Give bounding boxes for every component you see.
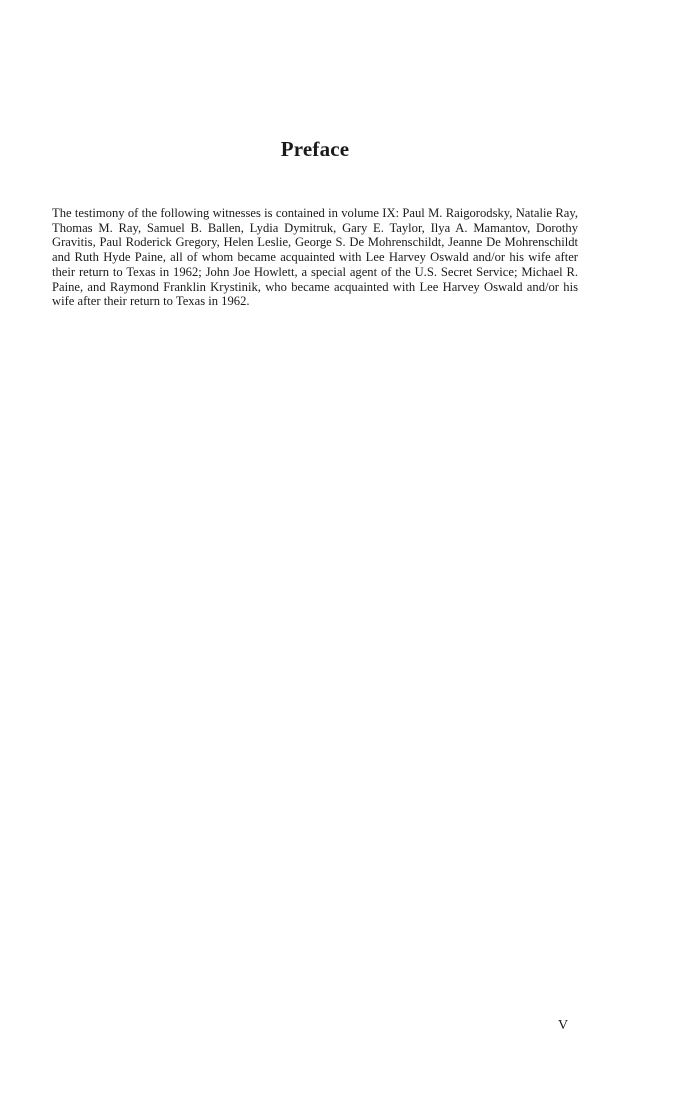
page-number: V	[558, 1018, 569, 1033]
page-title: Preface	[280, 137, 350, 161]
preface-paragraph: The testimony of the following witnesses is contained in volume IX: Paul M. Raigorodsky, Natalie Ray, Thomas M. Ray, Samuel B. Ballen, Lydia Dymitruk, Gary E. Taylor, Ilya A. Mamantov, Dorothy Gravitis, Paul Roderick Gregory, Helen Leslie, George S. De Mohrenschildt, Jeanne De Mohrenschildt and Ruth Hyde Paine, all of whom became acquainted with Lee Harvey Oswald and/or his wife after their return to Texas in 1962; John Joe Howlett, a special agent of the U.S. Secret Service; Michael R. Paine, and Raymond Franklin Krystinik, who became acquainted with Lee Harvey Oswald and/or his wife after their return to Texas in 1962.	[52, 206, 578, 309]
